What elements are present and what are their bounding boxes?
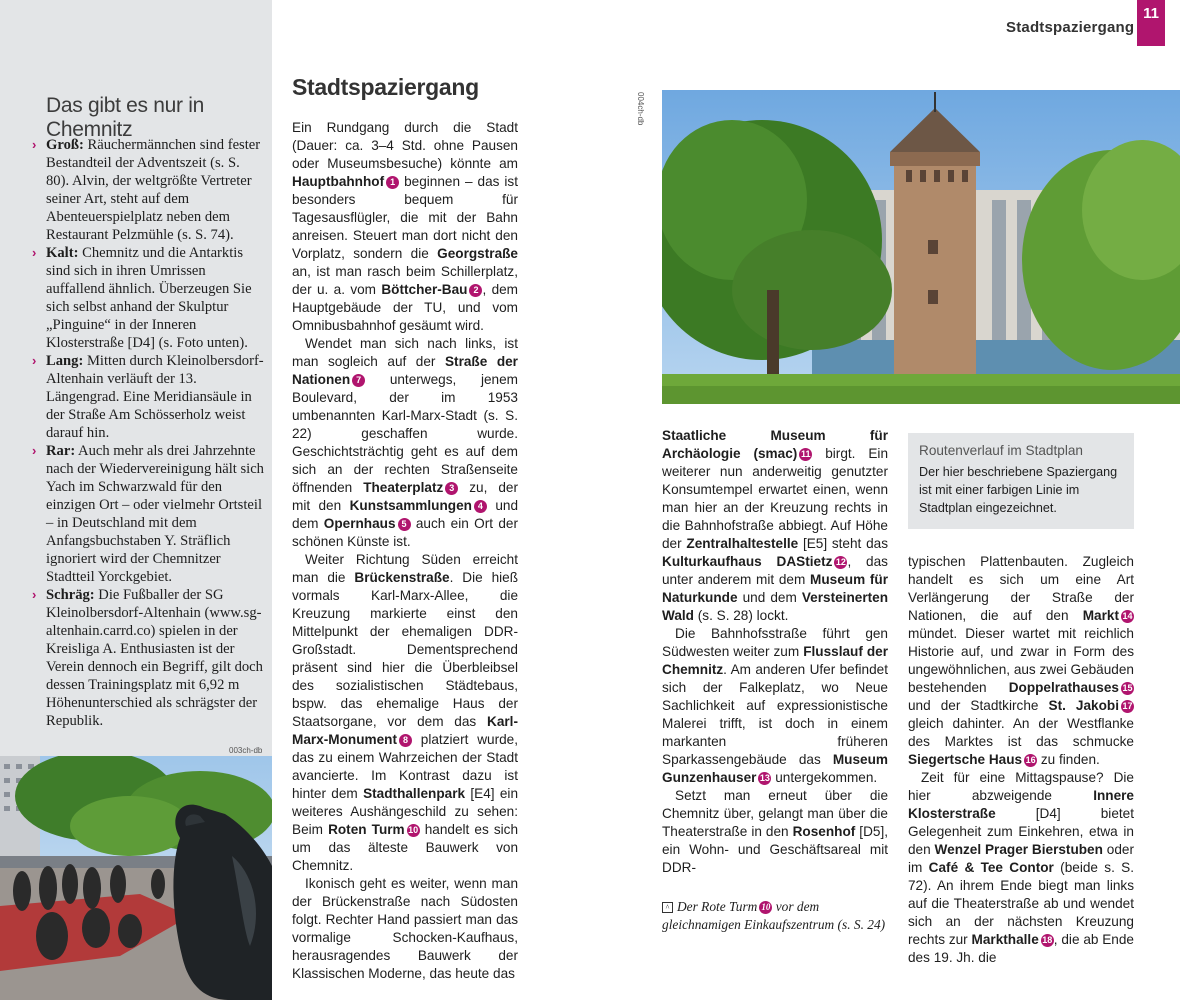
right-page-number: 11 <box>1137 0 1165 46</box>
text-run: oder im <box>908 842 1134 875</box>
article-column-1 <box>292 119 518 983</box>
sight-name: Museum Gunzenhauser <box>662 752 888 785</box>
fact-text: Auch mehr als drei Jahrzehnte nach der Wiedervereinigung hält sich Yach im Schwarzwald für den einzigen Ort – oder vielmehr Ortsteil – in Deutschland mit dem Anfangsbuchstaben Y. Sträflich ignoriert wird der Chemnitzer Stadtteil Yorckgebiet. <box>46 443 264 585</box>
sight-name: Stadthallenpark <box>363 786 466 801</box>
text-run: mündet. Dieser wartet mit reichlich Historie auf, und zwar in Form des ungewöhnlichen, aus zwei Gebäuden bestehenden <box>908 626 1134 695</box>
text-run: birgt. Ein weiterer nun anderweitig genutzter Konsumtempel erwartet einen, wenn man hier an der Kreuzung rechts in die Bahnhofstraße abbiegt. Auf Höhe der <box>662 446 888 551</box>
text-run: zu finden. <box>1037 752 1100 767</box>
paragraph-rosenhof <box>662 787 888 877</box>
text-run: an, ist man rasch beim Schillerplatz, der u. a. vom <box>292 264 518 297</box>
penguin-sculpture-photo <box>0 756 272 1000</box>
sight-name: Staatliche Museum für Archäologie (smac) <box>662 428 888 461</box>
text-run: [D5], ein Wohn- und Geschäftsareal mit DDR- <box>662 824 888 875</box>
sight-number-marker: 4 <box>474 500 487 513</box>
article-column-2 <box>662 427 888 877</box>
text-run: , das unter anderem mit dem <box>662 554 888 587</box>
sight-number-marker: 15 <box>1122 683 1133 693</box>
sight-name: Versteinerten Wald <box>662 590 888 623</box>
sight-number-marker: 10 <box>408 825 419 835</box>
fact-item <box>32 136 264 244</box>
text-run: (beide s. S. 72). An ihrem Ende biegt man links auf die Theaterstraße ab und wendet sich an der nächsten Kreuzung rechts zur <box>908 860 1135 947</box>
sight-number-marker: 3 <box>445 482 458 495</box>
article-title: Stadtspaziergang <box>292 74 479 100</box>
fact-item <box>32 352 264 442</box>
text-run: . Am anderen Ufer befindet sich der Falkeplatz, wo Neue Sachlichkeit auf expressionistische Malerei trifft, ist doch in einem markanten früheren Sparkassengebäude das <box>662 662 888 767</box>
sight-name: Siegertsche Haus <box>908 752 1023 767</box>
fact-text: Chemnitz und die Antarktis sind sich in ihren Umrissen auffallend ähnlich. Überzeugen Sie sich selbst anhand der Skulptur „Pinguine“ in der Inneren Klosterstraße [D4] (s. Foto unten). <box>46 245 252 351</box>
sight-name: Straße der Nationen <box>292 354 518 387</box>
fact-text: Räuchermännchen sind fester Bestandteil der Adventszeit (s. S. 80). Alvin, der weltgrößte Vertreter seiner Art, steht auf dem Abenteuerspielplatz neben dem Restaurant Pelzmühle (s. S. 74). <box>46 137 261 243</box>
sight-name: Doppelrathauses <box>1008 680 1119 695</box>
sight-number-marker: 7 <box>352 374 365 387</box>
sight-name: Museum für Naturkunde <box>662 572 888 605</box>
text-run: [E4] ein weiteres Aushängeschild zu sehen: Beim <box>292 786 518 837</box>
sight-name: Wenzel Prager Bierstuben <box>934 842 1103 857</box>
sight-number-marker: 16 <box>1025 755 1036 765</box>
sight-name: Kulturkaufhaus DAStietz <box>662 554 833 569</box>
bullet-arrow-icon: › <box>32 353 37 368</box>
sight-name: Markthalle <box>971 932 1039 947</box>
sight-name: Kunstsammlungen <box>349 498 472 513</box>
text-run: unterwegs, jenem Boulevard, der im 1953 umbenannten Karl-Marx-Stadt (s. S. 22) geschaffen wurde. Geschichtsträchtig geht es auf dem sich an der rechten Straßenseite öffnenden <box>292 372 518 495</box>
text-run: Setzt man erneut über die Chemnitz über, gelangt man über die Theaterstraße in den <box>662 788 888 839</box>
fact-term: Rar: <box>46 443 76 459</box>
fact-term: Lang: <box>46 353 84 369</box>
text-run: Zeit für eine Mittagspause? Die hier abzweigende <box>908 770 1134 803</box>
text-run: gleich dahinter. An der Westflanke des Marktes ist das schmucke <box>908 716 1134 749</box>
info-box-text: Der hier beschriebene Spaziergang ist mit einer farbigen Linie im Stadtplan eingezeichnet. <box>919 465 1118 515</box>
sight-number-marker: 14 <box>1122 611 1133 621</box>
fact-term: Schräg: <box>46 587 95 603</box>
sight-number-marker: 5 <box>398 518 411 531</box>
sight-name: Markt <box>1082 608 1119 623</box>
sight-name: St. Jakobi <box>1048 698 1119 713</box>
photo-icon: ^ <box>662 902 673 913</box>
sight-name: Brückenstraße <box>354 570 450 585</box>
sight-number-marker: 1 <box>386 176 399 189</box>
info-box-title: Routenverlauf im Stadtplan <box>919 443 1083 458</box>
sight-name: Karl-Marx-Monument <box>292 714 518 747</box>
text-run: Wendet man sich nach links, ist man sogleich auf der <box>292 336 518 369</box>
sight-number-marker: 17 <box>1122 701 1133 711</box>
sight-name: Café & Tee Contor <box>928 860 1054 875</box>
sidebar-title: Das gibt es nur in Chemnitz <box>46 94 205 141</box>
photo-caption <box>662 898 892 934</box>
text-run: auch ein Ort der schönen Künste ist. <box>292 516 518 549</box>
caption-before: Der Rote Turm <box>677 899 758 914</box>
bullet-arrow-icon: › <box>32 137 37 152</box>
fact-item <box>32 244 264 352</box>
sight-name: Opernhaus <box>323 516 396 531</box>
text-run: untergekommen. <box>771 770 878 785</box>
paragraph-brueckenstrasse <box>292 551 518 875</box>
paragraph-intro <box>292 119 518 335</box>
fact-text: Die Fußballer der SG Kleinolbersdorf-Altenhain (www.sg-altenhain.carrd.co) spielen in der Kreisliga A. Enthusiasten ist der Verein dennoch ein Begriff, gilt doch dessen Trainingsplatz mit 6,92 m Höhenunterschied als schrägster der Republik. <box>46 587 263 729</box>
bullet-arrow-icon: › <box>32 587 37 602</box>
facts-list <box>32 136 264 730</box>
sight-name: Zentralhaltestelle <box>686 536 799 551</box>
tower-photo-credit: 004ch-db <box>636 92 645 126</box>
sight-number-marker: 2 <box>469 284 482 297</box>
sight-name: Roten Turm <box>328 822 405 837</box>
text-run: zu, der mit den <box>292 480 518 513</box>
text-run: handelt es sich um das älteste Bauwerk von Chemnitz. <box>292 822 519 873</box>
text-run: . Die hieß vormals Karl-Marx-Allee, die Kreuzung markierte einst den Mittelpunkt der ehemaligen DDR-Großstadt. Dementsprechend präsent sind hier die Überbleibsel des sozialistischen Städtebaus, bspw. das ehemalige Haus der Staatsorgane, vor dem das <box>292 570 519 729</box>
text-run: und dem <box>292 498 518 531</box>
sight-name: Rosenhof <box>792 824 856 839</box>
fact-text: Mitten durch Kleinolbersdorf-Altenhain verläuft der 13. Längengrad. Eine Meridiansäule in der Straße Am Schösserholz weist darauf hin. <box>46 353 264 441</box>
text-run: beginnen – das ist besonders bequem für Tagesausflügler, die mit der Bahn anreisen. Steuert man dort nicht den Vorplatz, sondern die <box>292 174 518 261</box>
fact-item <box>32 442 264 586</box>
sight-name: Theaterplatz <box>363 480 444 495</box>
article-column-3 <box>908 553 1134 967</box>
sight-number-marker: 11 <box>801 449 811 459</box>
paragraph-markt <box>908 553 1134 769</box>
fact-term: Groß: <box>46 137 84 153</box>
paragraph-mittagspause <box>908 769 1134 967</box>
text-run: typischen Plattenbauten. Zugleich handelt es sich um eine Art Verlängerung der Straße der Nationen, die auf den <box>908 554 1134 623</box>
paragraph-strasse-der-nationen <box>292 335 518 551</box>
text-run: , dem Hauptgebäude der TU, und vom Omnibusbahnhof gesäumt wird. <box>292 282 519 333</box>
text-run: (s. S. 28) lockt. <box>693 608 789 623</box>
text-run: platziert wurde, das zu einem Wahrzeichen der Stadt avancierte. Im Kontrast dazu ist hinter dem <box>292 732 518 801</box>
sight-number-marker: 8 <box>399 734 412 747</box>
bullet-arrow-icon: › <box>32 443 37 458</box>
paragraph-smac <box>662 427 888 625</box>
sight-name: Georgstraße <box>437 246 518 261</box>
paragraph-schocken: Ikonisch geht es weiter, wenn man der Brückenstraße nach Südosten folgt. Rechter Hand passiert man das vormalige Schocken-Kaufhaus, herausragendes Bauwerk der Klassischen Moderne, das heute das <box>292 876 518 981</box>
right-running-head: Stadtspaziergang <box>1006 19 1135 36</box>
text-run: Die Bahnhofsstraße führt gen Südwesten weiter zum <box>662 626 888 659</box>
text-run: [E5] steht das <box>798 536 888 551</box>
text-run: und dem <box>737 590 802 605</box>
sight-name: Flusslauf der Chemnitz <box>662 644 889 677</box>
text-run: , die ab Ende des 19. Jh. die <box>908 932 1134 965</box>
sight-number-marker: 18 <box>1042 935 1053 945</box>
red-tower-photo <box>662 90 1180 404</box>
fact-term: Kalt: <box>46 245 79 261</box>
sight-name: Innere Klosterstraße <box>908 788 1134 821</box>
text-run: und der Stadtkirche <box>908 698 1049 713</box>
sight-name: Hauptbahnhof <box>292 174 385 189</box>
text-run: Ein Rundgang durch die Stadt (Dauer: ca. 3–4 Std. ohne Pausen oder Museumsbesuche) könnte am <box>292 120 518 171</box>
bullet-arrow-icon: › <box>32 245 37 260</box>
sight-number-marker: 12 <box>835 557 846 567</box>
text-run: [D4] bietet Gelegenheit zum Einkehren, etwa in den <box>908 806 1134 857</box>
sidebar-photo-credit: 003ch-db <box>229 746 263 755</box>
sight-number-marker: 13 <box>759 773 770 783</box>
text-run: Weiter Richtung Süden erreicht man die <box>292 552 518 585</box>
route-info-box <box>908 433 1134 529</box>
sight-name: Böttcher-Bau <box>381 282 468 297</box>
paragraph-flusslauf <box>662 625 888 787</box>
caption-after: vor dem gleichnamigen Einkaufszentrum (s. S. 24) <box>662 899 886 932</box>
caption-marker: 10 <box>761 902 771 912</box>
fact-item <box>32 586 264 730</box>
